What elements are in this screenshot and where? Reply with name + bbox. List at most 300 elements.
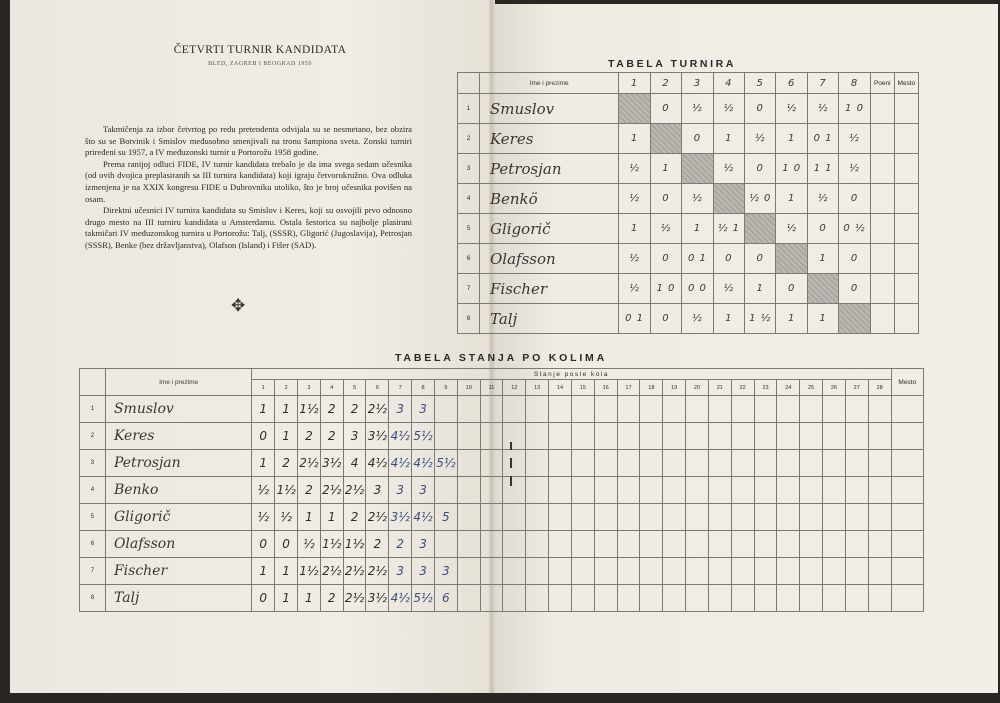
result-cell: ½: [619, 154, 650, 184]
round-number-header: 11: [480, 380, 503, 396]
empty-round-cell: [754, 423, 777, 450]
empty-round-cell: [708, 450, 731, 477]
shaded-diagonal-cell: [713, 184, 744, 214]
round-number-header: 7: [389, 380, 412, 396]
round-score-cell: 0: [252, 423, 275, 450]
empty-round-cell: [663, 531, 686, 558]
round-score-cell: 2½: [366, 558, 389, 585]
round-number-header: 19: [663, 380, 686, 396]
empty-round-cell: [457, 504, 480, 531]
empty-round-cell: [480, 531, 503, 558]
empty-round-cell: [594, 504, 617, 531]
result-cell: ½: [807, 94, 838, 124]
empty-round-cell: [754, 504, 777, 531]
intro-subtitle: BLED, ZAGREB I BEOGRAD 1959: [208, 61, 312, 67]
result-cell: ½: [713, 274, 744, 304]
round-score-cell: 4½: [389, 423, 412, 450]
round-score-cell: 3½: [366, 585, 389, 612]
row-number: 8: [80, 585, 106, 612]
empty-round-cell: [526, 423, 549, 450]
place-cell: [891, 396, 923, 423]
round-score-cell: 3½: [320, 450, 343, 477]
result-cell: 0: [839, 184, 870, 214]
empty-round-cell: [617, 423, 640, 450]
round-number-header: 15: [571, 380, 594, 396]
empty-round-cell: [571, 585, 594, 612]
empty-round-cell: [571, 531, 594, 558]
result-cell: 0 1: [619, 304, 650, 334]
empty-round-cell: [777, 450, 800, 477]
empty-round-cell: [731, 504, 754, 531]
empty-round-cell: [708, 477, 731, 504]
place-cell: [891, 558, 923, 585]
player-name: Benko: [105, 477, 251, 504]
empty-round-cell: [845, 477, 868, 504]
round-score-cell: 1: [297, 504, 320, 531]
result-cell: 0: [745, 244, 776, 274]
empty-round-cell: [594, 531, 617, 558]
empty-round-cell: [777, 504, 800, 531]
points-cell: [870, 214, 894, 244]
round-number-header: 13: [526, 380, 549, 396]
empty-round-cell: [868, 531, 891, 558]
result-cell: 1 0: [776, 154, 807, 184]
row-number: 6: [80, 531, 106, 558]
round-number-header: 21: [708, 380, 731, 396]
shaded-diagonal-cell: [745, 214, 776, 244]
standings-row: [80, 450, 924, 477]
row-number-header: [458, 73, 480, 94]
empty-round-cell: [800, 558, 823, 585]
intro-title: ČETVRTI TURNIR KANDIDATA: [173, 44, 347, 56]
round-score-cell: 4½: [412, 504, 435, 531]
standings-header-top: [80, 369, 924, 380]
round-score-cell: 2: [320, 585, 343, 612]
row-number: 5: [80, 504, 106, 531]
empty-round-cell: [686, 396, 709, 423]
result-cell: ½: [619, 244, 650, 274]
round-number-header: 1: [252, 380, 275, 396]
empty-round-cell: [708, 423, 731, 450]
row-number: 6: [458, 244, 480, 274]
column-number-header: 7: [807, 73, 838, 94]
result-cell: 0: [650, 304, 681, 334]
standings-row: [80, 396, 924, 423]
round-number-header: 8: [412, 380, 435, 396]
row-number: 1: [458, 94, 480, 124]
result-cell: 1 1: [807, 154, 838, 184]
tournament-table-title: TABELA TURNIRA: [608, 58, 736, 70]
round-score-cell: 2: [343, 396, 366, 423]
result-cell: 0: [839, 274, 870, 304]
round-score-cell: 2: [343, 504, 366, 531]
crosstable-row: [458, 94, 919, 124]
empty-round-cell: [708, 396, 731, 423]
result-cell: ½: [807, 184, 838, 214]
round-score-cell: 1: [275, 396, 298, 423]
place-cell: [894, 274, 918, 304]
empty-round-cell: [708, 504, 731, 531]
name-header: Ime i prezime: [480, 73, 619, 94]
standings-row: [80, 504, 924, 531]
round-number-header: 14: [549, 380, 572, 396]
place-cell: [894, 94, 918, 124]
round-score-cell: 2: [297, 423, 320, 450]
standings-table-title: TABELA STANJA PO KOLIMA: [395, 352, 607, 364]
empty-round-cell: [457, 423, 480, 450]
crosstable-row: [458, 124, 919, 154]
empty-round-cell: [549, 450, 572, 477]
place-cell: [891, 504, 923, 531]
empty-round-cell: [503, 504, 526, 531]
empty-round-cell: [823, 504, 846, 531]
empty-round-cell: [480, 558, 503, 585]
empty-round-cell: [777, 396, 800, 423]
empty-round-cell: [640, 558, 663, 585]
empty-round-cell: [571, 477, 594, 504]
table-surface: [0, 693, 1000, 703]
empty-round-cell: [663, 450, 686, 477]
result-cell: 0: [650, 184, 681, 214]
crosstable-row: [458, 154, 919, 184]
empty-round-cell: [594, 396, 617, 423]
place-cell: [894, 124, 918, 154]
empty-round-cell: [503, 477, 526, 504]
empty-round-cell: [457, 531, 480, 558]
row-number: 3: [80, 450, 106, 477]
empty-round-cell: [549, 423, 572, 450]
empty-round-cell: [617, 396, 640, 423]
round-score-cell: 0: [252, 531, 275, 558]
result-cell: 1: [650, 154, 681, 184]
round-score-cell: 2½: [366, 396, 389, 423]
round-score-cell: 4: [343, 450, 366, 477]
empty-round-cell: [868, 396, 891, 423]
empty-round-cell: [686, 504, 709, 531]
result-cell: 0: [713, 244, 744, 274]
empty-round-cell: [549, 558, 572, 585]
empty-round-cell: [663, 477, 686, 504]
result-cell: ½: [682, 304, 713, 334]
round-score-cell: 1½: [297, 396, 320, 423]
player-name: Keres: [480, 124, 619, 154]
round-number-header: 24: [777, 380, 800, 396]
shaded-diagonal-cell: [682, 154, 713, 184]
empty-round-cell: [868, 585, 891, 612]
result-cell: 0: [807, 214, 838, 244]
round-number-header: 18: [640, 380, 663, 396]
empty-round-cell: [594, 450, 617, 477]
result-cell: 1: [619, 214, 650, 244]
empty-round-cell: [434, 477, 457, 504]
empty-round-cell: [457, 585, 480, 612]
empty-round-cell: [571, 423, 594, 450]
row-number: 5: [458, 214, 480, 244]
column-number-header: 8: [839, 73, 870, 94]
shaded-diagonal-cell: [839, 304, 870, 334]
round-number-header: 6: [366, 380, 389, 396]
shaded-diagonal-cell: [619, 94, 650, 124]
round-number-header: 28: [868, 380, 891, 396]
standings-row: [80, 585, 924, 612]
result-cell: ½: [776, 214, 807, 244]
crosstable-row: [458, 274, 919, 304]
column-number-header: 1: [619, 73, 650, 94]
result-cell: ½: [682, 94, 713, 124]
round-score-cell: 3: [412, 558, 435, 585]
round-score-cell: 0: [275, 531, 298, 558]
empty-round-cell: [503, 558, 526, 585]
empty-round-cell: [731, 423, 754, 450]
round-score-cell: 4½: [366, 450, 389, 477]
round-score-cell: 3: [389, 477, 412, 504]
empty-round-cell: [686, 477, 709, 504]
player-name: Talj: [480, 304, 619, 334]
empty-round-cell: [617, 504, 640, 531]
empty-round-cell: [823, 477, 846, 504]
points-cell: [870, 274, 894, 304]
points-cell: [870, 154, 894, 184]
empty-round-cell: [480, 450, 503, 477]
round-score-cell: 1½: [343, 531, 366, 558]
empty-round-cell: [480, 504, 503, 531]
empty-round-cell: [640, 450, 663, 477]
round-number-header: 2: [275, 380, 298, 396]
empty-round-cell: [640, 585, 663, 612]
empty-round-cell: [640, 396, 663, 423]
result-cell: 1: [776, 184, 807, 214]
name-header: Ime i prezime: [105, 369, 251, 396]
column-number-header: 2: [650, 73, 681, 94]
points-header: Poeni: [870, 73, 894, 94]
empty-round-cell: [503, 396, 526, 423]
empty-round-cell: [663, 423, 686, 450]
empty-round-cell: [823, 423, 846, 450]
round-score-cell: 2½: [320, 477, 343, 504]
round-score-cell: ½: [275, 504, 298, 531]
tournament-crosstable: [457, 72, 919, 334]
empty-round-cell: [754, 531, 777, 558]
empty-round-cell: [457, 477, 480, 504]
round-score-cell: 2: [366, 531, 389, 558]
intro-text: [85, 124, 412, 252]
result-cell: ½: [619, 184, 650, 214]
empty-round-cell: [708, 585, 731, 612]
player-name: Fischer: [480, 274, 619, 304]
empty-round-cell: [731, 450, 754, 477]
empty-round-cell: [594, 477, 617, 504]
intro-paragraph: Prema ranijoj odluci FIDE, IV turnir kandidata trebalo je da ima svega sedam učesnika (od ovih dvojica preplasiranih sa III turnira kandidata) koji igraju četvorokružno. Ova odluka izmenjena je na XXIX kongresu FIDE u Dubrovniku utoliko, što je broj učesnika povišen na osam.: [85, 158, 412, 204]
round-number-header: 27: [845, 380, 868, 396]
round-score-cell: 2: [297, 477, 320, 504]
empty-round-cell: [708, 558, 731, 585]
round-score-cell: 4½: [412, 450, 435, 477]
empty-round-cell: [457, 396, 480, 423]
empty-round-cell: [480, 396, 503, 423]
row-number: 8: [458, 304, 480, 334]
row-number: 7: [458, 274, 480, 304]
points-cell: [870, 244, 894, 274]
crosstable-row: [458, 244, 919, 274]
result-cell: 0: [776, 274, 807, 304]
empty-round-cell: [457, 450, 480, 477]
empty-round-cell: [663, 396, 686, 423]
row-number: 4: [80, 477, 106, 504]
place-cell: [891, 450, 923, 477]
empty-round-cell: [549, 585, 572, 612]
points-cell: [870, 304, 894, 334]
empty-round-cell: [800, 396, 823, 423]
round-score-cell: 1½: [297, 558, 320, 585]
round-score-cell: 1: [320, 504, 343, 531]
row-number: 2: [80, 423, 106, 450]
round-number-header: 17: [617, 380, 640, 396]
result-cell: 0: [682, 124, 713, 154]
empty-round-cell: [503, 531, 526, 558]
empty-round-cell: [549, 396, 572, 423]
empty-round-cell: [571, 558, 594, 585]
empty-round-cell: [686, 531, 709, 558]
empty-round-cell: [457, 558, 480, 585]
empty-round-cell: [526, 396, 549, 423]
empty-round-cell: [663, 504, 686, 531]
empty-round-cell: [845, 504, 868, 531]
empty-round-cell: [777, 585, 800, 612]
round-score-cell: ½: [252, 504, 275, 531]
result-cell: 1: [713, 304, 744, 334]
standings-by-round-table: [79, 368, 924, 612]
result-cell: 0 ½: [839, 214, 870, 244]
result-cell: 1 ½: [745, 304, 776, 334]
player-name: Petrosjan: [480, 154, 619, 184]
round-score-cell: 1: [275, 558, 298, 585]
empty-round-cell: [549, 504, 572, 531]
place-cell: [894, 244, 918, 274]
place-cell: [894, 154, 918, 184]
empty-round-cell: [503, 450, 526, 477]
empty-round-cell: [868, 477, 891, 504]
empty-round-cell: [617, 531, 640, 558]
empty-round-cell: [845, 396, 868, 423]
player-name: Gligorič: [480, 214, 619, 244]
empty-round-cell: [617, 558, 640, 585]
column-number-header: 3: [682, 73, 713, 94]
round-score-cell: 2: [320, 423, 343, 450]
empty-round-cell: [777, 558, 800, 585]
result-cell: 0: [839, 244, 870, 274]
empty-round-cell: [617, 585, 640, 612]
empty-round-cell: [800, 477, 823, 504]
player-name: Talj: [105, 585, 251, 612]
shaded-diagonal-cell: [650, 124, 681, 154]
round-number-header: 9: [434, 380, 457, 396]
round-number-header: 5: [343, 380, 366, 396]
standings-row: [80, 477, 924, 504]
empty-round-cell: [434, 396, 457, 423]
round-score-cell: 2½: [320, 558, 343, 585]
ornament-icon: ✥: [231, 296, 246, 315]
column-number-header: 4: [713, 73, 744, 94]
result-cell: ½: [839, 124, 870, 154]
result-cell: 0 1: [807, 124, 838, 154]
round-score-cell: 3: [412, 531, 435, 558]
round-score-cell: 2½: [366, 504, 389, 531]
result-cell: ½: [745, 124, 776, 154]
empty-round-cell: [731, 531, 754, 558]
shaded-diagonal-cell: [776, 244, 807, 274]
row-number: 4: [458, 184, 480, 214]
empty-round-cell: [754, 450, 777, 477]
player-name: Keres: [105, 423, 251, 450]
intro-paragraph: Direktni učesnici IV turnira kandidata su Smislov i Keres, koji su osvojili prvo odnosno drugo mesto na III turniru kandidata u Amsterdamu. Ostala šestorica su najbolje plasirani takmičari IV međuzonskog turnira u Portorožu: Talj, (SSSR), Gligorić (Jugoslavija), Petrosjan (SSSR), Benke (bez državljanstva), Olafson (Island) i Fišer (SAD).: [85, 205, 412, 250]
round-number-header: 25: [800, 380, 823, 396]
empty-round-cell: [754, 558, 777, 585]
empty-round-cell: [800, 504, 823, 531]
round-score-cell: 1: [252, 396, 275, 423]
crosstable-row: [458, 304, 919, 334]
result-cell: 1: [682, 214, 713, 244]
result-cell: 1: [807, 304, 838, 334]
round-score-cell: 2½: [297, 450, 320, 477]
standings-row: [80, 558, 924, 585]
row-number-header: [80, 369, 106, 396]
result-cell: 1: [745, 274, 776, 304]
empty-round-cell: [480, 423, 503, 450]
result-cell: 0 0: [682, 274, 713, 304]
shaded-diagonal-cell: [807, 274, 838, 304]
result-cell: ½ 0: [745, 184, 776, 214]
empty-round-cell: [571, 396, 594, 423]
empty-round-cell: [845, 450, 868, 477]
row-number: 3: [458, 154, 480, 184]
round-score-cell: 3: [389, 396, 412, 423]
player-name: Petrosjan: [105, 450, 251, 477]
empty-round-cell: [868, 558, 891, 585]
empty-round-cell: [617, 450, 640, 477]
empty-round-cell: [845, 558, 868, 585]
result-cell: 0: [650, 244, 681, 274]
round-score-cell: 5½: [412, 423, 435, 450]
player-name: Olafsson: [480, 244, 619, 274]
points-cell: [870, 124, 894, 154]
empty-round-cell: [434, 531, 457, 558]
crosstable-row: [458, 184, 919, 214]
empty-round-cell: [731, 585, 754, 612]
pencil-mark: [510, 442, 512, 486]
empty-round-cell: [823, 531, 846, 558]
result-cell: 1 0: [839, 94, 870, 124]
empty-round-cell: [823, 396, 846, 423]
round-number-header: 23: [754, 380, 777, 396]
round-score-cell: 3: [434, 558, 457, 585]
place-cell: [891, 585, 923, 612]
player-name: Gligorič: [105, 504, 251, 531]
empty-round-cell: [526, 585, 549, 612]
round-number-header: 26: [823, 380, 846, 396]
column-number-header: 5: [745, 73, 776, 94]
empty-round-cell: [777, 477, 800, 504]
place-cell: [894, 184, 918, 214]
crosstable-row: [458, 214, 919, 244]
round-number-header: 16: [594, 380, 617, 396]
round-score-cell: 5½: [412, 585, 435, 612]
round-score-cell: 2: [275, 450, 298, 477]
empty-round-cell: [594, 585, 617, 612]
round-score-cell: 2: [389, 531, 412, 558]
empty-round-cell: [823, 450, 846, 477]
round-score-cell: 3: [366, 477, 389, 504]
empty-round-cell: [800, 423, 823, 450]
